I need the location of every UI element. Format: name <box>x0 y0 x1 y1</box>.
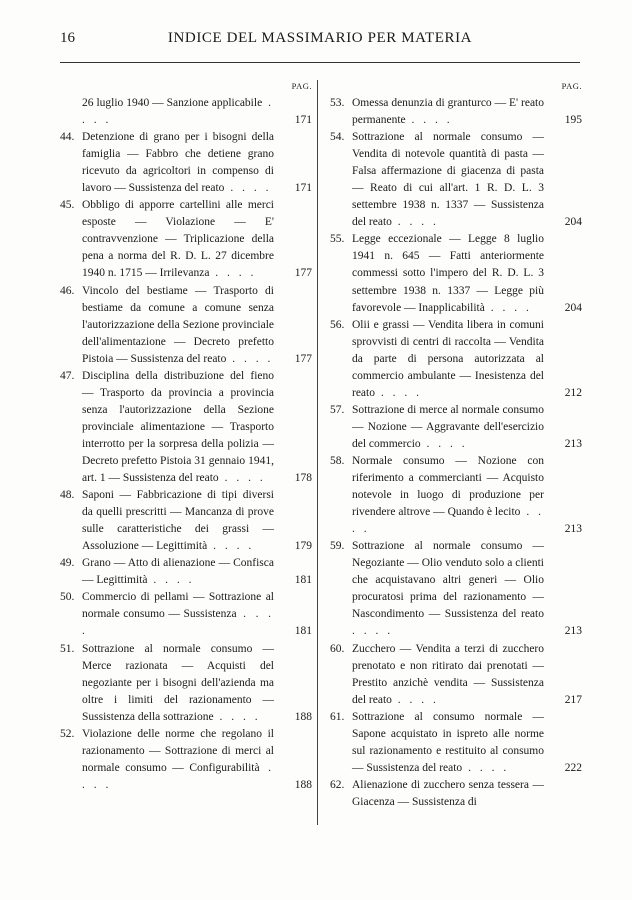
entry-text: Normale consumo — Nozione con riferimento a commercianti — Acquisto notevole in luogo di produzione per rivendere altrove — Quando è lecito <box>352 454 544 519</box>
index-entry <box>60 283 312 368</box>
entry-text: Violazione delle norme che regolano il razionamento — Sottrazione di merci al normale consumo — Configurabilità <box>82 727 274 774</box>
entry-text: Omessa denunzia di granturco — E' reato permanente <box>352 97 544 127</box>
dot-leader: . . . . <box>147 574 195 587</box>
entry-page: 213 <box>564 437 582 450</box>
entry-number: 60. <box>330 642 345 655</box>
entry-number: 52. <box>60 727 75 740</box>
entry-number: 45. <box>60 199 75 212</box>
entry-number: 50. <box>60 591 75 604</box>
index-entry <box>330 129 582 231</box>
entry-text: Legge eccezionale — Legge 8 luglio 1941 n. 645 — Fatti anteriormente commessi sotto l'impero del R. D. L. 3 settembre 1938 n. 1337 — Legge più favorevole — Inapplicabilità <box>352 233 544 314</box>
entry-text: Commercio di pellami — Sottrazione al normale consumo — Sussistenza <box>82 591 274 621</box>
dot-leader: . . . . <box>484 301 532 314</box>
entry-text: Saponi — Fabbricazione di tipi diversi da quelli prescritti — Mancanza di prove sulle caratteristiche dei grassi — Assoluzione — Legittimità <box>82 489 274 553</box>
entry-text: Vincolo del bestiame — Trasporto di bestiame da comune a comune senza l'autorizzazione della Sezione provinciale dell'alimentazione — Decreto prefetto Pistoia — Sussistenza del reato <box>82 284 274 365</box>
entry-page: 213 <box>564 523 582 536</box>
entry-page: 188 <box>294 710 312 723</box>
dot-leader: . . . . <box>224 182 272 195</box>
page-header <box>60 30 580 54</box>
dot-leader: . . . . <box>207 540 255 553</box>
index-entry <box>330 402 582 453</box>
entry-page: 188 <box>294 778 312 791</box>
entry-text: Detenzione di grano per i bisogni della famiglia — Fabbro che detiene grano ricevuto da agricoltori in compenso di lavoro — Sussistenza del reato <box>82 131 274 195</box>
entry-text: 26 luglio 1940 — Sanzione applicabile <box>82 97 263 109</box>
entry-page: 204 <box>564 301 582 314</box>
dot-leader: . . . . <box>82 761 275 791</box>
entry-text: Grano — Atto di alienazione — Confisca — Legittimità <box>82 557 274 587</box>
entry-page: 181 <box>294 625 312 638</box>
entry-number: 62. <box>330 778 345 791</box>
entry-page: 212 <box>564 386 582 399</box>
dot-leader: . . . . <box>82 97 275 127</box>
index-entry <box>60 197 312 282</box>
index-entry <box>60 726 312 794</box>
entry-text: Sottrazione al normale consumo — Negoziante — Olio venduto solo a clienti che acquistavano altri generi — Olio procuratosi prima del razionamento — Nascondimento — Sussistenza del reato <box>352 540 544 621</box>
index-entry <box>60 589 312 640</box>
entry-text: Obbligo di apporre cartellini alle merci esposte — Violazione — E' contravvenzione — Triplicazione della pena a norma del R. D. L. 27 dicembre 1940 n. 1715 — Irrilevanza <box>82 199 274 280</box>
entry-number: 44. <box>60 131 75 144</box>
entry-page: 204 <box>564 216 582 229</box>
dot-leader: . . . . <box>226 352 274 365</box>
entry-text: Olii e grassi — Vendita libera in comuni sprovvisti di centri di raccolta — Vendita da parte di persona autorizzata al commercio ambulante — Inesistenza del reato <box>352 318 544 399</box>
index-entry <box>60 487 312 555</box>
entry-page: 179 <box>294 540 312 553</box>
entry-number: 58. <box>330 454 345 467</box>
dot-leader: . . . . <box>405 114 453 127</box>
entry-page: 178 <box>294 472 312 485</box>
entry-page: 177 <box>294 352 312 365</box>
entry-page: 195 <box>564 114 582 127</box>
dot-leader: . . . . <box>213 710 261 723</box>
entry-number: 57. <box>330 403 345 416</box>
column-divider <box>317 80 318 825</box>
header-rule <box>60 62 580 63</box>
index-entry <box>60 368 312 487</box>
entry-number: 56. <box>330 318 345 331</box>
index-entry <box>330 709 582 777</box>
entry-text: Sottrazione al consumo normale — Sapone acquistato in ispreto alle norme sul razionamento e restituito al consumo — Sussistenza del reato <box>352 710 544 774</box>
dot-leader: . . . . <box>374 386 422 399</box>
entry-page: 171 <box>294 114 312 127</box>
left-column <box>60 78 312 794</box>
dot-leader: . . . . <box>209 267 257 280</box>
dot-leader: . . . . <box>462 761 510 774</box>
index-entry <box>60 641 312 726</box>
index-entry <box>60 129 312 197</box>
index-entry <box>330 317 582 402</box>
dot-leader: . . . . <box>391 693 439 706</box>
index-entry <box>60 555 312 589</box>
entry-page: 217 <box>564 693 582 706</box>
index-entry <box>330 453 582 538</box>
entry-number: 59. <box>330 540 345 553</box>
entry-number: 48. <box>60 489 75 502</box>
entry-number: 55. <box>330 233 345 246</box>
index-entry <box>330 538 582 640</box>
index-entry <box>330 777 582 811</box>
entry-number: 47. <box>60 369 75 382</box>
pag-label: PAG. <box>291 81 312 91</box>
entry-page: 177 <box>294 267 312 280</box>
index-entry <box>330 95 582 129</box>
dot-leader: . . . . <box>218 472 266 485</box>
running-title: INDICE DEL MASSIMARIO PER MATERIA <box>167 30 473 46</box>
entry-text: Alienazione di zucchero senza tessera — Giacenza — Sussistenza di <box>352 778 544 808</box>
dot-leader: . . . . <box>420 437 468 450</box>
entry-number: 61. <box>330 710 345 723</box>
index-entry <box>330 231 582 316</box>
entry-page: 171 <box>294 182 312 195</box>
dot-leader: . . . . <box>352 625 394 638</box>
entry-text: Sottrazione al normale consumo — Merce razionata — Acquisti del negoziante per i bisogni dell'azienda ma oltre i limiti del razionamento — Sussistenza della sottrazione <box>82 642 274 723</box>
right-column <box>330 78 582 811</box>
dot-leader: . . . . <box>391 216 439 229</box>
page-number: 16 <box>60 30 75 46</box>
dot-leader: . . . . <box>352 506 544 536</box>
entry-number: 49. <box>60 557 75 570</box>
entry-number: 54. <box>330 131 345 144</box>
entry-page: 181 <box>294 574 312 587</box>
entry-number: 51. <box>60 642 75 655</box>
pag-label: PAG. <box>561 81 582 91</box>
dot-leader: . . . . <box>82 608 275 638</box>
entry-text: Sottrazione di merce al normale consumo — Nozione — Aggravante dell'esercizio del commercio <box>352 403 544 450</box>
entry-text: Sottrazione al normale consumo — Vendita di notevole quantità di pasta — Falsa affermazione di giacenza di pasta — Reato di cui all'art. 1 R. D. L. 3 settembre 1938 n. 1337 — Sussistenza del reato <box>352 131 544 229</box>
index-entry <box>330 641 582 709</box>
entry-text: Zucchero — Vendita a terzi di zucchero prenotato e non ritirato dai prenotati — Prestito anzichè vendita — Sussistenza del reato <box>352 642 544 706</box>
entry-number: 46. <box>60 284 75 297</box>
entry-page: 213 <box>564 625 582 638</box>
entry-text: Disciplina della distribuzione del fieno — Trasporto da provincia a provincia senza l'autorizzazione della Sezione provinciale alimentazione — Trasporto interrotto per la sorpresa della polizia — Decreto prefetto Pistoia 31 gennaio 1941, art. 1 — Sussistenza del reato <box>82 369 274 485</box>
index-entry <box>60 95 312 129</box>
entry-page: 222 <box>564 761 582 774</box>
entry-number: 53. <box>330 97 345 109</box>
